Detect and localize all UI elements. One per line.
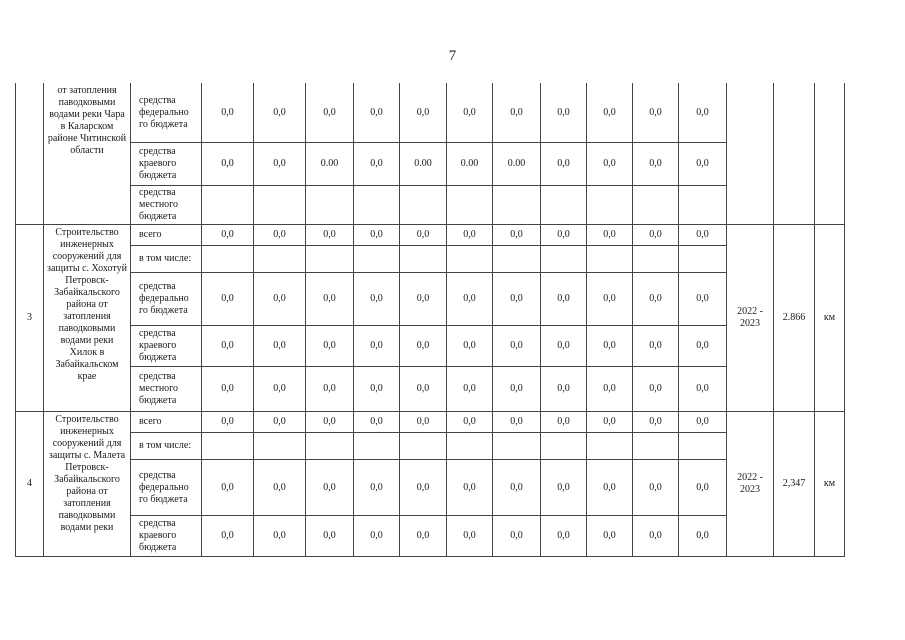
amount-cell: 0.00 bbox=[493, 143, 541, 186]
amount-cell: 0,0 bbox=[202, 273, 254, 326]
amount-cell: 0,0 bbox=[400, 83, 447, 143]
amount-cell: 0,0 bbox=[587, 273, 633, 326]
amount-cell: 0.00 bbox=[400, 143, 447, 186]
amount-cell: 0,0 bbox=[493, 326, 541, 367]
amount-cell: 0,0 bbox=[679, 273, 727, 326]
amount-cell: 0,0 bbox=[202, 225, 254, 246]
amount-cell: 0,0 bbox=[447, 273, 493, 326]
amount-cell: 0,0 bbox=[493, 367, 541, 412]
project-name: Строительство инженерных сооружений для защиты с. Хохотуй Петровск-Забайкальского района от затопления паводковыми водами реки Хилок в Забайкальском крае bbox=[44, 225, 131, 412]
page-number: 7 bbox=[448, 48, 457, 64]
amount-cell bbox=[493, 433, 541, 460]
amount-cell: 0,0 bbox=[541, 460, 587, 516]
funding-source: в том числе: bbox=[131, 246, 202, 273]
amount-cell: 0,0 bbox=[541, 412, 587, 433]
amount-cell: 0,0 bbox=[447, 412, 493, 433]
amount-cell: 0,0 bbox=[202, 460, 254, 516]
funding-source: средства местного бюджета bbox=[131, 367, 202, 412]
amount-cell: 0,0 bbox=[541, 516, 587, 557]
amount-cell bbox=[679, 246, 727, 273]
amount-cell: 0,0 bbox=[587, 83, 633, 143]
funding-source: средства краевого бюджета bbox=[131, 326, 202, 367]
amount-cell: 0,0 bbox=[447, 367, 493, 412]
amount-cell: 0,0 bbox=[633, 412, 679, 433]
amount-cell: 0,0 bbox=[254, 83, 306, 143]
amount-cell: 0,0 bbox=[587, 460, 633, 516]
amount-cell bbox=[202, 433, 254, 460]
amount-cell: 0,0 bbox=[254, 460, 306, 516]
item-number: 3 bbox=[16, 225, 44, 412]
implementation-period: 2022 - 2023 bbox=[727, 225, 774, 412]
item-number bbox=[16, 83, 44, 225]
capacity-unit: км bbox=[815, 412, 845, 557]
amount-cell: 0,0 bbox=[202, 143, 254, 186]
amount-cell: 0.00 bbox=[306, 143, 354, 186]
amount-cell bbox=[541, 433, 587, 460]
amount-cell: 0,0 bbox=[679, 83, 727, 143]
amount-cell: 0,0 bbox=[493, 273, 541, 326]
amount-cell: 0,0 bbox=[633, 326, 679, 367]
amount-cell bbox=[633, 186, 679, 225]
amount-cell: 0,0 bbox=[541, 367, 587, 412]
amount-cell: 0,0 bbox=[254, 516, 306, 557]
amount-cell: 0,0 bbox=[447, 83, 493, 143]
amount-cell: 0,0 bbox=[202, 412, 254, 433]
capacity-unit: км bbox=[815, 225, 845, 412]
funding-source: средства краевого бюджета bbox=[131, 143, 202, 186]
amount-cell bbox=[587, 433, 633, 460]
amount-cell: 0,0 bbox=[679, 412, 727, 433]
amount-cell: 0,0 bbox=[354, 367, 400, 412]
amount-cell: 0,0 bbox=[354, 412, 400, 433]
amount-cell: 0,0 bbox=[633, 516, 679, 557]
amount-cell: 0,0 bbox=[400, 273, 447, 326]
amount-cell: 0,0 bbox=[400, 326, 447, 367]
amount-cell bbox=[633, 246, 679, 273]
amount-cell: 0,0 bbox=[447, 516, 493, 557]
amount-cell: 0,0 bbox=[306, 326, 354, 367]
amount-cell bbox=[633, 433, 679, 460]
capacity-value: 2.866 bbox=[774, 225, 815, 412]
table-row bbox=[16, 186, 845, 225]
capacity-value: 2,347 bbox=[774, 412, 815, 557]
amount-cell bbox=[400, 433, 447, 460]
amount-cell: 0,0 bbox=[354, 83, 400, 143]
amount-cell bbox=[587, 246, 633, 273]
amount-cell: 0,0 bbox=[587, 143, 633, 186]
amount-cell: 0,0 bbox=[541, 273, 587, 326]
table-row bbox=[16, 412, 845, 433]
amount-cell bbox=[254, 186, 306, 225]
amount-cell: 0,0 bbox=[254, 326, 306, 367]
amount-cell: 0,0 bbox=[254, 143, 306, 186]
implementation-period: 2022 - 2023 bbox=[727, 412, 774, 557]
amount-cell: 0,0 bbox=[541, 326, 587, 367]
amount-cell: 0,0 bbox=[306, 83, 354, 143]
amount-cell bbox=[587, 186, 633, 225]
amount-cell: 0,0 bbox=[400, 516, 447, 557]
table-row bbox=[16, 246, 845, 273]
amount-cell: 0,0 bbox=[587, 516, 633, 557]
amount-cell: 0,0 bbox=[400, 367, 447, 412]
amount-cell: 0,0 bbox=[679, 367, 727, 412]
funding-source: всего bbox=[131, 412, 202, 433]
table-row bbox=[16, 326, 845, 367]
table-row bbox=[16, 433, 845, 460]
amount-cell bbox=[400, 186, 447, 225]
amount-cell: 0,0 bbox=[493, 460, 541, 516]
amount-cell bbox=[306, 186, 354, 225]
amount-cell: 0,0 bbox=[493, 225, 541, 246]
amount-cell: 0,0 bbox=[400, 225, 447, 246]
table-row bbox=[16, 83, 845, 143]
amount-cell: 0,0 bbox=[633, 460, 679, 516]
amount-cell: 0,0 bbox=[354, 143, 400, 186]
amount-cell: 0,0 bbox=[354, 516, 400, 557]
amount-cell: 0,0 bbox=[254, 412, 306, 433]
amount-cell bbox=[306, 246, 354, 273]
amount-cell: 0,0 bbox=[679, 225, 727, 246]
amount-cell: 0,0 bbox=[493, 412, 541, 433]
amount-cell bbox=[400, 246, 447, 273]
capacity-value bbox=[774, 83, 815, 225]
amount-cell: 0.00 bbox=[447, 143, 493, 186]
amount-cell: 0,0 bbox=[633, 225, 679, 246]
amount-cell: 0,0 bbox=[587, 412, 633, 433]
amount-cell bbox=[202, 246, 254, 273]
amount-cell: 0,0 bbox=[306, 367, 354, 412]
amount-cell: 0,0 bbox=[679, 460, 727, 516]
table-row bbox=[16, 516, 845, 557]
amount-cell: 0,0 bbox=[400, 460, 447, 516]
amount-cell: 0,0 bbox=[541, 83, 587, 143]
project-name: от затопления паводковыми водами реки Чара в Каларском районе Читинской области bbox=[44, 83, 131, 225]
amount-cell: 0,0 bbox=[254, 225, 306, 246]
table-row bbox=[16, 225, 845, 246]
amount-cell: 0,0 bbox=[633, 367, 679, 412]
amount-cell: 0,0 bbox=[447, 225, 493, 246]
amount-cell: 0,0 bbox=[202, 516, 254, 557]
amount-cell: 0,0 bbox=[306, 412, 354, 433]
funding-source: средства федерально го бюджета bbox=[131, 83, 202, 143]
amount-cell bbox=[447, 246, 493, 273]
table-row bbox=[16, 367, 845, 412]
amount-cell: 0,0 bbox=[679, 143, 727, 186]
amount-cell bbox=[354, 433, 400, 460]
amount-cell bbox=[541, 186, 587, 225]
amount-cell: 0,0 bbox=[202, 326, 254, 367]
amount-cell: 0,0 bbox=[541, 225, 587, 246]
amount-cell: 0,0 bbox=[306, 273, 354, 326]
funding-source: средства местного бюджета bbox=[131, 186, 202, 225]
project-name: Строительство инженерных сооружений для защиты с. Малета Петровск-Забайкальского района от затопления паводковыми водами реки bbox=[44, 412, 131, 557]
amount-cell: 0,0 bbox=[587, 326, 633, 367]
amount-cell bbox=[254, 433, 306, 460]
amount-cell: 0,0 bbox=[202, 367, 254, 412]
amount-cell: 0,0 bbox=[354, 460, 400, 516]
table-body bbox=[16, 83, 845, 557]
item-number: 4 bbox=[16, 412, 44, 557]
funding-source: всего bbox=[131, 225, 202, 246]
table-row bbox=[16, 273, 845, 326]
amount-cell: 0,0 bbox=[493, 516, 541, 557]
funding-source: средства краевого бюджета bbox=[131, 516, 202, 557]
amount-cell: 0,0 bbox=[254, 367, 306, 412]
amount-cell: 0,0 bbox=[254, 273, 306, 326]
amount-cell: 0,0 bbox=[679, 516, 727, 557]
table-row bbox=[16, 460, 845, 516]
amount-cell bbox=[447, 433, 493, 460]
amount-cell bbox=[354, 186, 400, 225]
amount-cell: 0,0 bbox=[541, 143, 587, 186]
amount-cell: 0,0 bbox=[587, 225, 633, 246]
table-row bbox=[16, 143, 845, 186]
implementation-period bbox=[727, 83, 774, 225]
amount-cell: 0,0 bbox=[447, 326, 493, 367]
amount-cell: 0,0 bbox=[633, 83, 679, 143]
amount-cell: 0,0 bbox=[679, 326, 727, 367]
amount-cell bbox=[493, 246, 541, 273]
amount-cell: 0,0 bbox=[306, 225, 354, 246]
funding-source: в том числе: bbox=[131, 433, 202, 460]
amount-cell: 0,0 bbox=[633, 143, 679, 186]
amount-cell: 0,0 bbox=[354, 326, 400, 367]
amount-cell bbox=[493, 186, 541, 225]
amount-cell: 0,0 bbox=[354, 225, 400, 246]
amount-cell bbox=[679, 186, 727, 225]
amount-cell: 0,0 bbox=[447, 460, 493, 516]
amount-cell: 0,0 bbox=[354, 273, 400, 326]
amount-cell bbox=[541, 246, 587, 273]
amount-cell: 0,0 bbox=[493, 83, 541, 143]
funding-source: средства федерально го бюджета bbox=[131, 273, 202, 326]
budget-table bbox=[15, 83, 845, 557]
amount-cell: 0,0 bbox=[400, 412, 447, 433]
amount-cell bbox=[202, 186, 254, 225]
amount-cell bbox=[679, 433, 727, 460]
amount-cell bbox=[306, 433, 354, 460]
amount-cell: 0,0 bbox=[587, 367, 633, 412]
amount-cell bbox=[447, 186, 493, 225]
amount-cell: 0,0 bbox=[202, 83, 254, 143]
amount-cell bbox=[254, 246, 306, 273]
funding-source: средства федерально го бюджета bbox=[131, 460, 202, 516]
capacity-unit bbox=[815, 83, 845, 225]
amount-cell: 0,0 bbox=[306, 460, 354, 516]
amount-cell: 0,0 bbox=[306, 516, 354, 557]
amount-cell: 0,0 bbox=[633, 273, 679, 326]
amount-cell bbox=[354, 246, 400, 273]
